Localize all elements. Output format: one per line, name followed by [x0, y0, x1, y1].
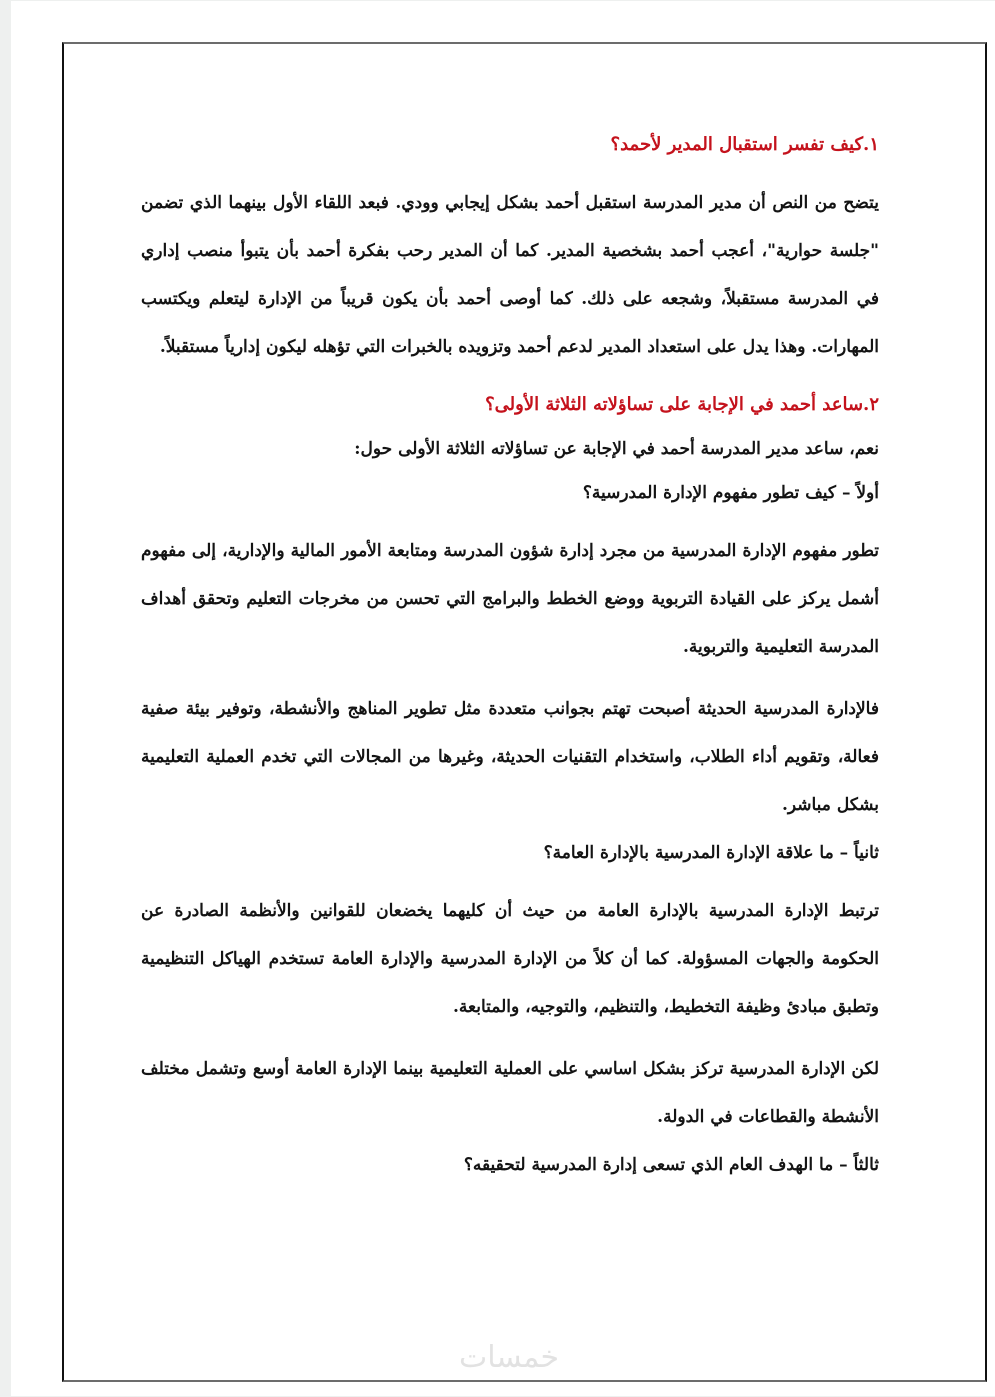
subquestion-1-paragraph-2: فالإدارة المدرسية الحديثة أصبحت تهتم بجوانب متعددة مثل تطوير المناهج والأنشطة، وتوفير بيئة صفية فعالة، وتقويم أداء الطلاب، واستخدام التقنيات الحديثة، وغيرها من المجالات التي تخدم العملية التعليمية بشكل مباشر. — [141, 699, 879, 815]
subquestion-1-paragraph-1: تطور مفهوم الإدارة المدرسية من مجرد إدارة شؤون المدرسة ومتابعة الأمور المالية والإدارية، إلى مفهوم أشمل يركز على القيادة التربوية ووضع الخطط والبرامج التي تحسن من مخرجات التعليم وتحقق أهداف المدرسة التعليمية والتربوية. — [141, 541, 879, 657]
subquestion-1-heading: أولاً – كيف تطور مفهوم الإدارة المدرسية؟ — [582, 483, 879, 503]
watermark-logo: خمسات — [458, 1339, 560, 1375]
subquestion-2-paragraph-1: ترتبط الإدارة المدرسية بالإدارة العامة من حيث أن كليهما يخضعان للقوانين والأنظمة الصادرة عن الحكومة والجهات المسؤولة. كما أن كلاً من الإدارة المدرسية والإدارة العامة تستخدم الهياكل التنظيمية وتطبق مبادئ وظيفة التخطيط، والتنظيم، والتوجيه، والمتابعة. — [141, 901, 879, 1017]
question-1-answer: يتضح من النص أن مدير المدرسة استقبل أحمد بشكل إيجابي وودي. فبعد اللقاء الأول بينهما الذي تضمن "جلسة حوارية"، أعجب أحمد بشخصية المدير. كما أن المدير رحب بفكرة أحمد بأن يتبوأ منصب إداري في المدرسة مستقبلاً، وشجعه على ذلك. كما أوصى أحمد بأن يكون قريباً من الإدارة ليتعلم ويكتسب المهارات. وهذا يدل على استعداد المدير لدعم أحمد وتزويده بالخبرات التي تؤهله ليكون إدارياً مستقبلاً. — [141, 193, 879, 357]
document-content — [141, 125, 879, 1185]
subquestion-3-heading: ثالثاً – ما الهدف العام الذي تسعى إدارة المدرسية لتحقيقه؟ — [463, 1155, 879, 1175]
question-2-intro: نعم، ساعد مدير المدرسة أحمد في الإجابة عن تساؤلاته الثلاثة الأولى حول: — [354, 439, 879, 459]
document-page — [11, 1, 995, 1396]
subquestion-2-heading: ثانياً – ما علاقة الإدارة المدرسية بالإدارة العامة؟ — [543, 843, 879, 863]
question-2-title: ٢.ساعد أحمد في الإجابة على تساؤلاته الثلاثة الأولى؟ — [485, 394, 879, 415]
subquestion-2-paragraph-2: لكن الإدارة المدرسية تركز بشكل اساسي على العملية التعليمية بينما الإدارة العامة أوسع وتشمل مختلف الأنشطة والقطاعات في الدولة. — [141, 1059, 879, 1127]
question-1-title: ١.كيف تفسر استقبال المدير لأحمد؟ — [610, 134, 879, 155]
